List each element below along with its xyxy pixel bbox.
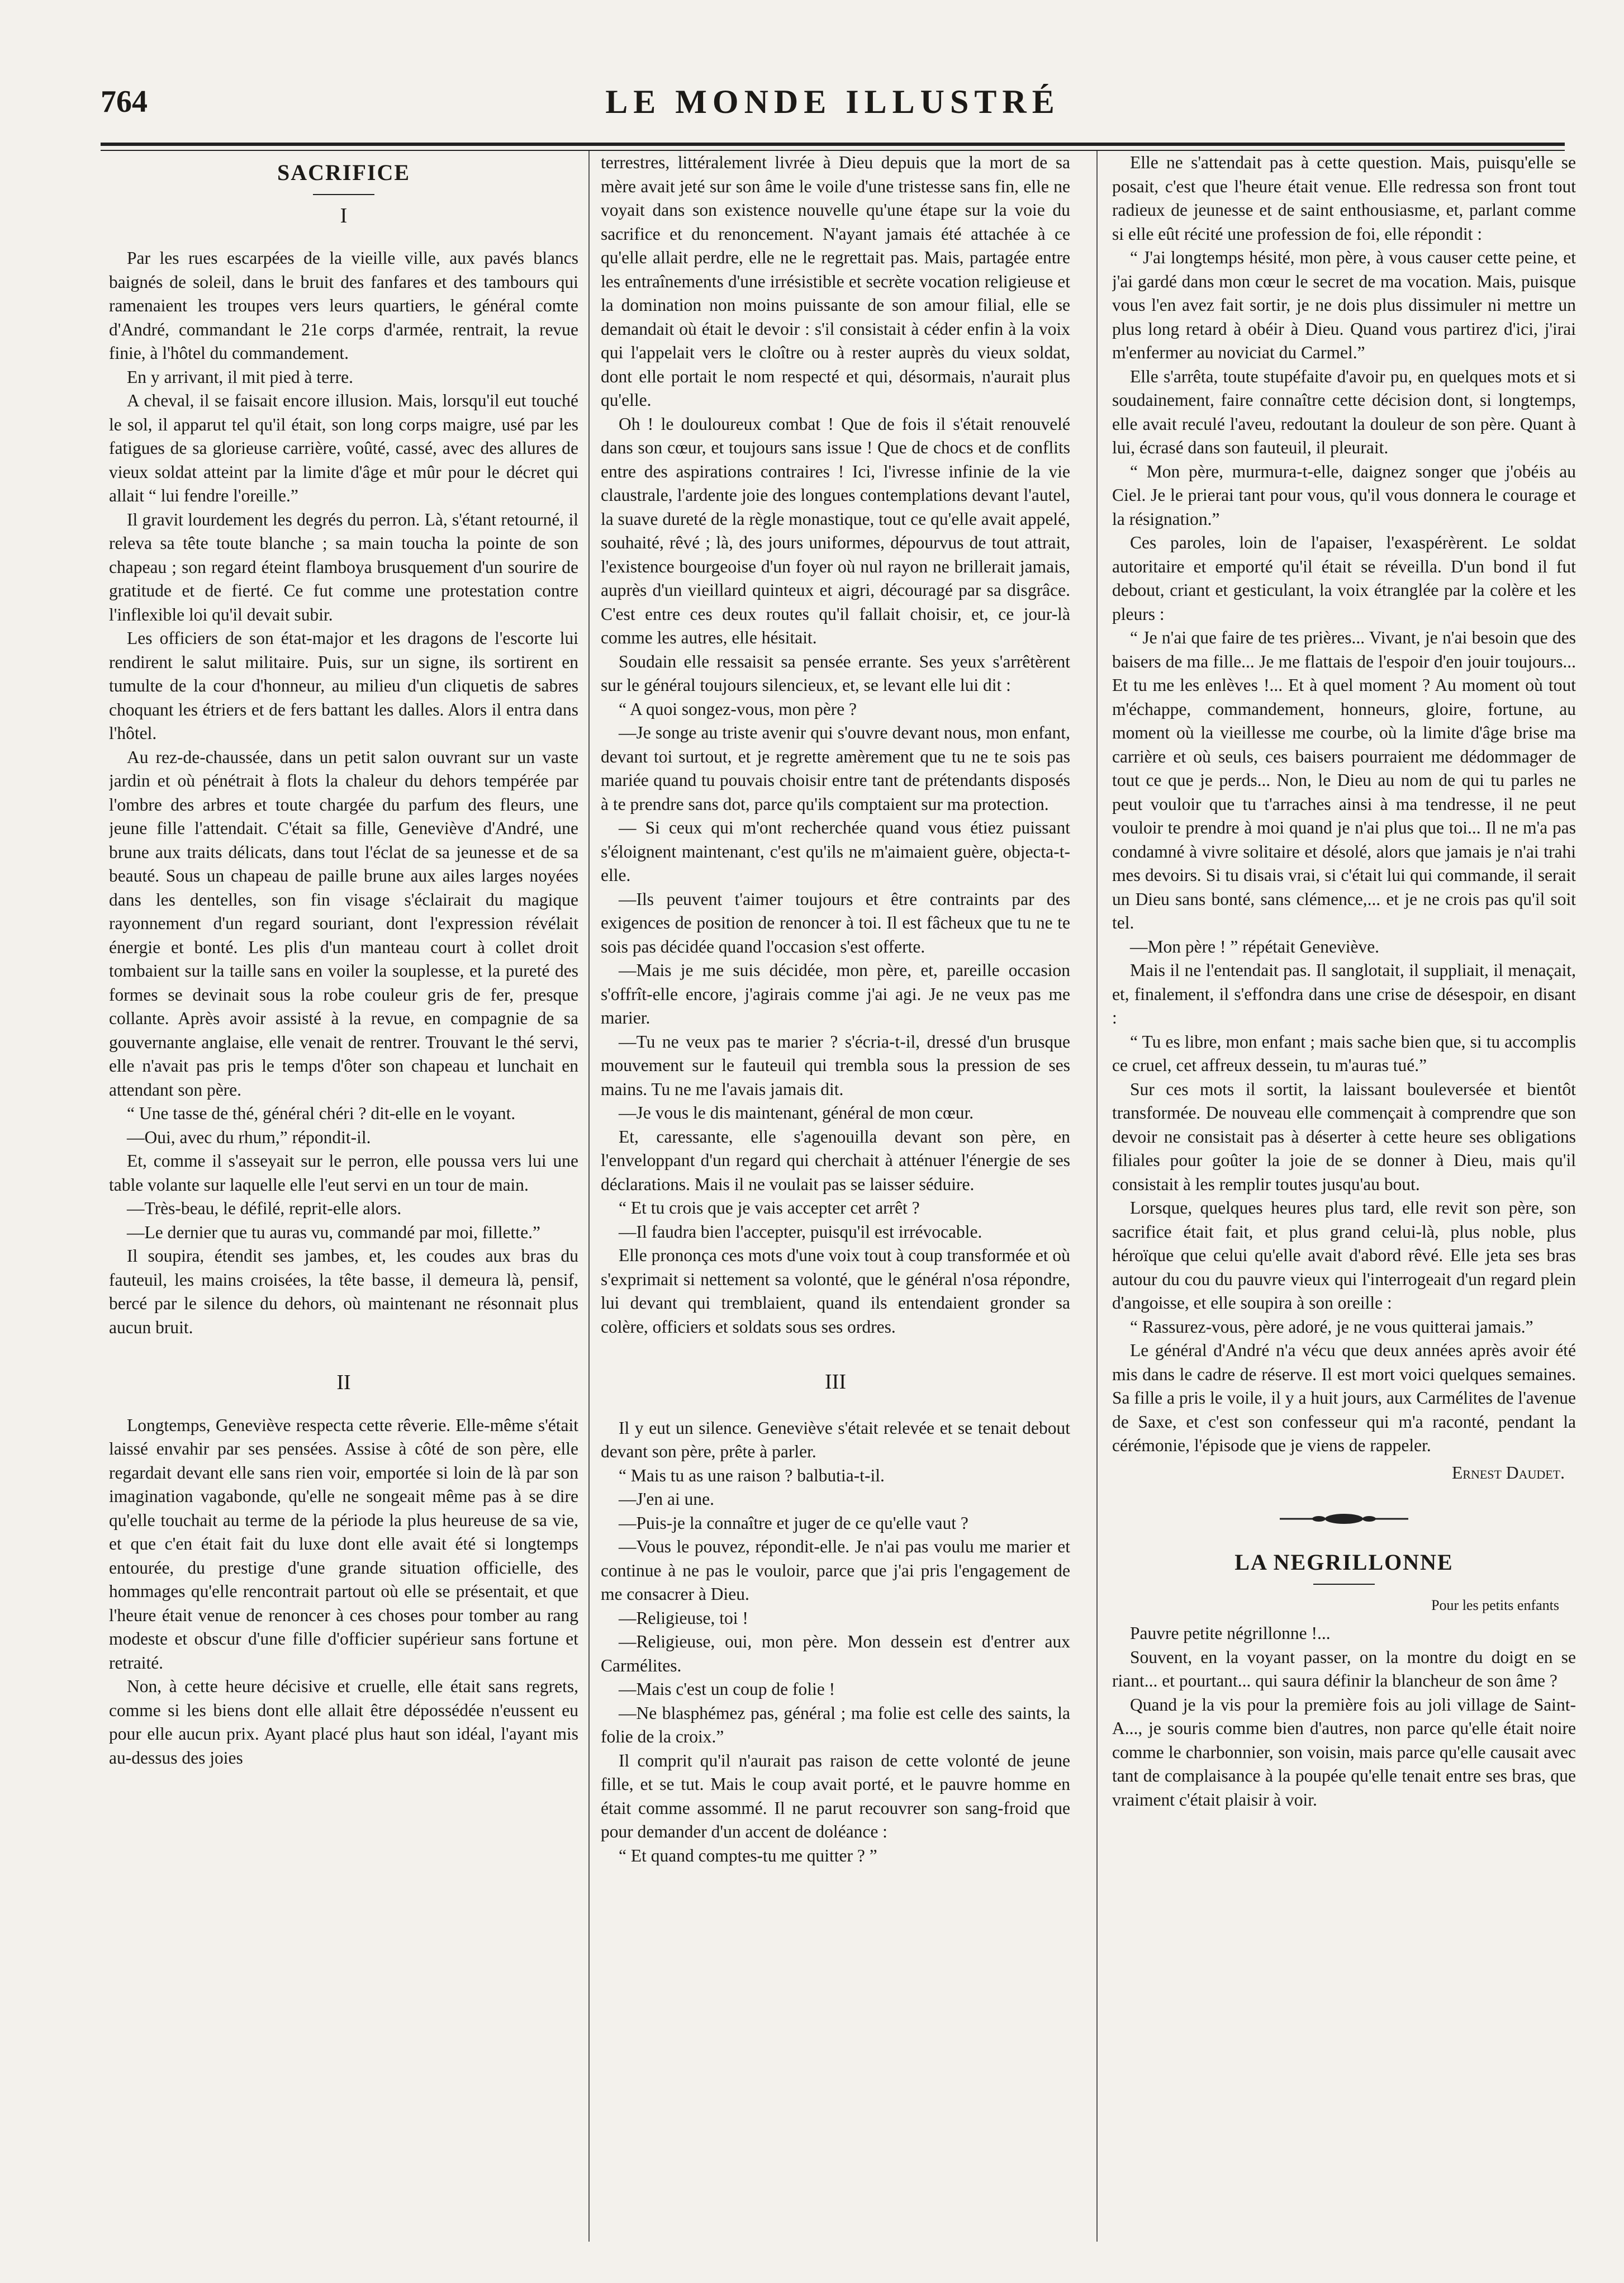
paragraph: “ Et tu crois que je vais accepter cet arrêt ? [619,1198,920,1218]
paragraph: —Il faudra bien l'accepter, puisqu'il est irrévocable. [619,1221,982,1242]
paragraph: —Le dernier que tu auras vu, commandé par moi, fillette.” [127,1222,540,1242]
paragraph: —Mais c'est un coup de folie ! [619,1679,835,1699]
poem-title: LA NEGRILLONNE [1234,1550,1454,1575]
paragraph: Longtemps, Geneviève respecta cette rêverie. Elle-même s'était laissé envahir par ses pensées. Assise à côté de son père, elle regardait devant elle sans rien voir, emportée si loin de là par son imagination vagabonde, qu'elle ne songeait même pas à se dire qu'elle touchait au terme de la période la plus heureuse de sa vie, et que c'en était fait du luxe dont elle avait été si longtemps entourée, du prestige d'une grande situation officielle, des hommages qu'elle rencontrait partout où elle se présentait, et que l'heure était venue de renoncer à ces choses pour tomber au rang modeste et obscur d'une fille d'officier supérieur sans fortune et retraité. [109,1415,578,1673]
paragraph: “ Et quand comptes-tu me quitter ? ” [619,1845,877,1865]
paragraph: Il soupira, étendit ses jambes, et, les coudes aux bras du fauteuil, les mains croisées, la tête basse, il demeura là, pensif, bercé par le silence du dehors, où maintenant ne résonnait plus aucun bruit. [109,1246,578,1337]
paragraph: —Puis-je la connaître et juger de ce qu'elle vaut ? [619,1513,968,1533]
title-rule [313,194,374,195]
column-divider-1 [588,151,590,2242]
paragraph: Sur ces mots il sortit, la laissant bouleversée et bientôt transformée. De nouveau elle commençait à comprendre que son devoir ne consistait pas à déserter à cette heure ses obligations filiales pour goûter la joie de se donner à Dieu, mais qu'il consistait à les remplir toutes jusqu'au bout. [1112,1079,1576,1194]
header-rule-thick [101,143,1565,146]
poem-dedication: Pour les petits enfants [1431,1597,1559,1613]
paragraph: —Je songe au triste avenir qui s'ouvre devant nous, mon enfant, devant toi surtout, et je regrette amèrement que tu ne te sois pas mariée quand tu pouvais choisir entre tant de prétendants disposés à te prendre sans dot, parce qu'ils comptaient sur ma protection. [601,723,1070,814]
paragraph: Lorsque, quelques heures plus tard, elle revit son père, son sacrifice était fait, et plus grand celui-là, plus noble, plus héroïque que celui qu'elle avait d'abord rêvé. Elle jeta ses bras autour du cou du pauvre vieux qui l'interrogeait d'un regard plein d'angoisse, et elle soupira à son oreille : [1112,1198,1576,1313]
paragraph: “ Mon père, murmura-t-elle, daignez songer que j'obéis au Ciel. Je le prierai tant pour vous, qu'il vous donnera le courage et la résignation.” [1112,461,1576,529]
paragraph: Il comprit qu'il n'aurait pas raison de cette volonté de jeune fille, et se tut. Mais le coup avait porté, et le pauvre homme en était comme assommé. Il ne parut recouvrer son sang-froid que pour demander d'un accent de doléance : [601,1750,1070,1841]
paragraph: Elle s'arrêta, toute stupéfaite d'avoir pu, en quelques mots et si soudainement, faire connaître cette décision dont, si longtemps, elle avait reculé l'aveu, redoutant la douleur de son père. Quant à lui, écrasé dans son fauteuil, il pleurait. [1112,366,1576,457]
paragraph: —Mais je me suis décidée, mon père, et, pareille occasion s'offrît-elle encore, j'agirais comme j'ai agi. Je ne veux pas me marier. [601,960,1070,1027]
paragraph: Il y eut un silence. Geneviève s'était relevée et se tenait debout devant son père, prête à parler. [601,1418,1070,1461]
paragraph: Non, à cette heure décisive et cruelle, elle était sans regrets, comme si les biens dont elle allait être dépossédée n'eussent eu pour elle aucun prix. Ayant placé plus haut son idéal, l'ayant mis au-dessus des joies [109,1676,578,1768]
poem-title-rule [1313,1584,1375,1585]
paragraph: — Si ceux qui m'ont recherchée quand vous étiez puissant s'éloignent maintenant, c'est qu'ils ne m'aimaient guère, objecta-t-elle. [601,818,1070,885]
paragraph: A cheval, il se faisait encore illusion. Mais, lorsqu'il eut touché le sol, il apparut tel qu'il était, son long corps maigre, usé par les fatigues de sa glorieuse carrière, voûté, cassé, avec des allures de vieux soldat atteint par la limite d'âge et mûr pour le décret qui allait “ lui fendre l'oreille.” [109,391,578,505]
paragraph: “ Tu es libre, mon enfant ; mais sache bien que, si tu accomplis ce cruel, cet affreux dessein, tu m'auras tué.” [1112,1031,1576,1075]
paragraph: —Ne blasphémez pas, général ; ma folie est celle des saints, la folie de la croix.” [601,1703,1070,1746]
paragraph: “ Je n'ai que faire de tes prières... Vivant, je n'ai besoin que des baisers de ma fille... Je me flattais de l'espoir d'en jouir toujours... Et tu me les enlèves !... Et à quel moment ? Au moment où tout m'échappe, commandement, honneurs, gloire, fortune, au moment où la vieillesse me courbe, où la limite d'âge brise ma carrière et où seuls, ces baisers pourraient me dédommager de tout ce que je perds... Non, le Dieu au nom de qui tu parles ne peut vouloir que tu t'arraches ainsi à ma tendresse, il ne peut vouloir te prendre à moi quand je n'ai plus que toi... Il ne m'a pas condamné à vivre solitaire et désolé, alors que jamais je n'ai trahi mes devoirs. Si tu disais vrai, si c'était lui qui commande, il serait un Dieu sans bonté, sans clémence,... et je ne crois pas qu'il soit tel. [1112,628,1576,932]
paragraph: Elle prononça ces mots d'une voix tout à coup transformée et où s'exprimait si nettement sa volonté, que le général n'osa répondre, lui devant qui tremblaient, quand ils entendaient gronder sa colère, officiers et soldats sous ses ordres. [601,1245,1070,1337]
paragraph: terrestres, littéralement livrée à Dieu depuis que la mort de sa mère avait jeté sur son âme le voile d'une tristesse sans fin, elle ne voyait dans son existence nouvelle qu'une étape sur la voie du sacrifice et du renoncement. N'ayant jamais été attachée à ce qu'elle allait perdre, elle ne le regrettait pas. Mais, partagée entre les entraînements d'une irrésistible et secrète vocation religieuse et la domination non moins puissante de son amour filial, elle se demandait où était le devoir : s'il consistait à céder enfin à la voix qui l'appelait vers le cloître ou à rester auprès du vieux soldat, dont elle portait le nom respecté et qui, désormais, n'aurait plus qu'elle. [601,153,1070,410]
paragraph: —Religieuse, oui, mon père. Mon dessein est d'entrer aux Carmélites. [601,1632,1070,1675]
paragraph: “ A quoi songez-vous, mon père ? [619,699,857,719]
paragraph: Par les rues escarpées de la vieille ville, aux pavés blancs baignés de soleil, dans le bruit des fanfares et des tambours qui ramenaient les troupes vers leurs quartiers, le général comte d'André, commandant le 21e corps d'armée, rentrait, la revue finie, à l'hôtel du commandement. [109,248,578,363]
paragraph: Elle ne s'attendait pas à cette question. Mais, puisqu'elle se posait, c'est que l'heure était venue. Elle redressa son front tout radieux de jeunesse et de saint enthousiasme, et, parlant comme si elle eût récité une profession de foi, elle répondit : [1112,153,1576,244]
page-header [101,78,1565,140]
paragraph: “ Rassurez-vous, père adoré, je ne vous quitterai jamais.” [1130,1316,1533,1337]
paragraph: Oh ! le douloureux combat ! Que de fois il s'était renouvelé dans son cœur, et toujours sans issue ! Que de chocs et de conflits entre des aspirations contraires ! Ici, l'ivresse infinie de la vie claustrale, l'ardente joie des longues contemplations devant l'autel, la suave dureté de la règle monastique, tout ce qu'elle avait appelé, souhaité, rêvé ; là, des jours uniformes, dépourvus de tout attrait, l'existence bourgeoise d'un foyer où nul rayon ne brillerait jamais, auprès d'un vieillard quinteux et aigri, découragé par sa disgrâce. C'est entre ces deux routes qu'il fallait choisir, et, ce jour-là comme les autres, elle hésitait. [601,414,1070,647]
column-3 [1112,151,1576,2253]
story-title: SACRIFICE [277,160,411,185]
paragraph: Ces paroles, loin de l'apaiser, l'exaspérèrent. Le soldat autoritaire et emporté qu'il était se réveilla. D'un bond il fut debout, criant et gesticulant, la voix étranglée par la colère et les pleurs : [1112,533,1576,624]
paragraph: —Vous le pouvez, répondit-elle. Je n'ai pas voulu me marier et continue à ne pas le vouloir, parce que j'ai pris l'engagement de me consacrer à Dieu. [601,1537,1070,1604]
paragraph: —J'en ai une. [619,1489,715,1509]
paragraph: Pauvre petite négrillonne !... [1130,1623,1331,1643]
paragraph: Le général d'André n'a vécu que deux années après avoir été mis dans le cadre de réserve. Il est mort voici quelques semaines. Sa fille a pris le voile, il y a huit jours, aux Carmélites de l'avenue de Saxe, et c'est son confesseur qui m'a raconté, pendant la cérémonie, l'épisode que je viens de rappeler. [1112,1341,1576,1455]
paragraph: —Tu ne veux pas te marier ? s'écria-t-il, dressé d'un brusque mouvement sur le fauteuil qui trembla sous la pression de ses mains. Tu ne me l'avais jamais dit. [601,1031,1070,1099]
paragraph: Et, comme il s'asseyait sur le perron, elle poussa vers lui une table volante sur laquelle elle l'eut servi en un tour de main. [109,1151,578,1195]
paragraph: —Très-beau, le défilé, reprit-elle alors. [127,1199,402,1218]
column-1 [109,151,578,2253]
paragraph: Mais il ne l'entendait pas. Il sanglotait, il suppliait, il menaçait, et, finalement, il s'effondra dans une crise de désespoir, en disant : [1112,960,1576,1027]
ornament-divider-icon [1280,1510,1408,1527]
paragraph: —Mon père ! ” répétait Geneviève. [1130,936,1380,956]
masthead-title: LE MONDE ILLUSTRÉ [605,83,1060,120]
paragraph: Les officiers de son état-major et les dragons de l'escorte lui rendirent le salut militaire. Puis, sur un signe, ils sortirent en tumulte de la cour d'honneur, au milieu d'un cliquetis de sabres choquant les étriers et de fers battant les dalles. Alors il entra dans l'hôtel. [109,628,578,743]
section-heading-3: III [825,1370,846,1394]
paragraph: —Religieuse, toi ! [619,1608,748,1628]
paragraph: “ Une tasse de thé, général chéri ? dit-elle en le voyant. [127,1103,516,1123]
paragraph: —Ils peuvent t'aimer toujours et être contraints par des exigences de position de renoncer à toi. Il est fâcheux que tu ne te sois pas décidée quand l'occasion s'est offerte. [601,889,1070,956]
paragraph: Et, caressante, elle s'agenouilla devant son père, en l'enveloppant d'un regard qui cherchait à atténuer l'énergie de ses déclarations. Mais il ne voulait pas se laisser séduire. [601,1126,1070,1194]
section-heading-2: II [336,1371,351,1394]
paragraph: Souvent, en la voyant passer, on la montre du doigt en se riant... et pourtant... qui saura définir la blancheur de son âme ? [1112,1647,1576,1690]
column-2 [601,151,1070,2253]
paragraph: “ J'ai longtemps hésité, mon père, à vous causer cette peine, et j'ai gardé dans mon cœur le secret de ma vocation. Mais, puisque vous l'en avez fait sortir, je ne dois plus dissimuler ni mettre un plus long retard à obéir à Dieu. Quand vous partirez d'ici, j'irai m'enfermer au noviciat du Carmel.” [1112,248,1576,362]
paragraph: —Je vous le dis maintenant, général de mon cœur. [619,1103,974,1122]
page-number: 764 [101,84,148,119]
paragraph: Au rez-de-chaussée, dans un petit salon ouvrant sur un vaste jardin et où pénétrait à flots la chaleur du dehors tempérée par l'ombre des arbres et toute chargée du parfum des fleurs, une jeune fille l'attendait. C'était sa fille, Geneviève d'André, une brune aux traits délicats, dans tout l'éclat de sa jeunesse et de sa beauté. Sous un chapeau de paille brune aux ailes larges noyées dans les dentelles, son fin visage s'éclairait du magique rayonnement d'un regard souriant, dont l'expression révélait énergie et bonté. Les plis d'un manteau court à collet droit tombaient sur la taille sans en voiler la souplesse, et la pureté des formes se devinait sous la robe couleur gris de fer, presque collante. Après avoir assisté à la revue, en compagnie de sa gouvernante anglaise, elle venait de rentrer. Trouvant le thé servi, elle n'avait pas pris le temps d'ôter son chapeau et lunchait en attendant son père. [109,747,578,1100]
column-divider-2 [1096,151,1098,2242]
paragraph: Soudain elle ressaisit sa pensée errante. Ses yeux s'arrêtèrent sur le général toujours silencieux, et, se levant elle lui dit : [601,651,1070,695]
paragraph: “ Mais tu as une raison ? balbutia-t-il. [619,1465,885,1485]
paragraph: Il gravit lourdement les degrés du perron. Là, s'étant retourné, il releva sa tête toute blanche ; sa main toucha la pointe de son chapeau ; son regard éteint flamboya brusquement d'un sourire de gratitude et de fierté. Ce fut comme une protestation contre l'inflexible loi qu'il devait subir. [109,509,578,624]
paragraph: —Oui, avec du rhum,” répondit-il. [127,1127,371,1147]
paragraph: Quand je la vis pour la première fois au joli village de Saint-A..., je souris comme bien d'autres, non parce qu'elle était noire comme le charbonnier, son voisin, mais parce qu'elle causait avec tant de complaisance à la poupée qu'elle tenait entre ses bras, que vraiment c'était plaisir à voir. [1112,1694,1576,1810]
author-signature: Ernest Daudet. [1452,1462,1565,1482]
paragraph: En y arrivant, il mit pied à terre. [127,367,353,387]
section-heading-1: I [340,203,348,228]
